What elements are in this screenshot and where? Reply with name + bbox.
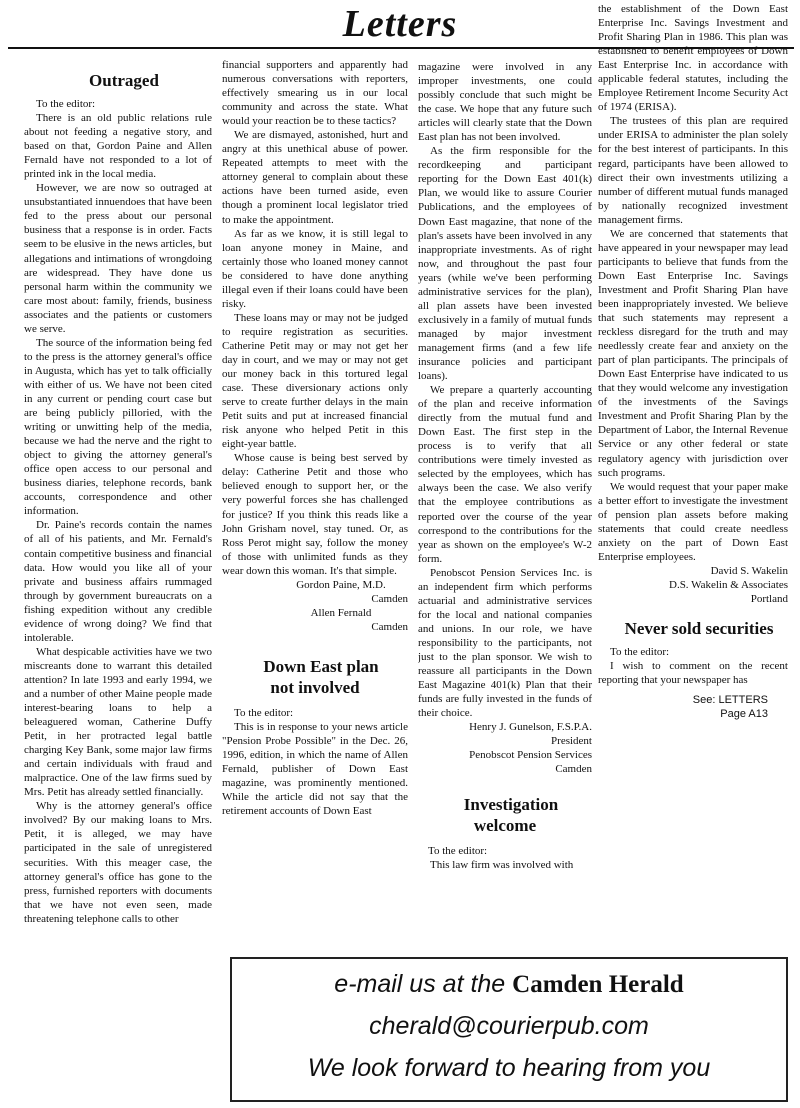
column-4 <box>598 0 788 1042</box>
signature-company: Penobscot Pension Services <box>469 749 592 762</box>
letter-paragraph: However, we are now so outraged at unsubstantiated innuendoes that have been fed to the press about our personal business that a response is in order. Facts seem to be elusive in the news articles, but allegations and intimations of wrongdoing are widespread. They have done us personal harm within the community we care most about: family, friends, business associates and the patients or customers we serve. <box>24 182 212 335</box>
signature-name: Gordon Paine, M.D. <box>296 578 386 591</box>
letter-paragraph: Dr. Paine's records contain the names of all of his patients, and Mr. Fernald's contain competitive business and financial data. How would you like all of your private and business affairs rummaged through by government bureaucrats on a fishing expedition without any credible evidence of wrong doing? We find that intolerable. <box>24 519 212 644</box>
continuation-label: See: LETTERS <box>692 694 768 707</box>
letter-paragraph: magazine were involved in any improper investments, one could possibly conclude that such might be the case. We hope that any future such articles will clearly state that the Down East plan has not been involved. <box>418 61 592 144</box>
signature-town: Camden <box>555 763 592 776</box>
letter-paragraph: As the firm responsible for the recordkeeping and participant reporting for the Down East 401(k) Plan, we would like to assure Courier Publications, and the employees of Down East magazine, that none of the plan's assets have been involved in any inappropriate investments. As of right now, and throughout the past four years (while we've been performing administrative services for the plan), all plan assets have been invested exclusively in a family of mutual funds managed by major investment management firms (and a few life insurance policies and participant loans). <box>418 145 592 383</box>
letter-salutation: To the editor: <box>610 646 670 659</box>
signature-name: Allen Fernald <box>310 606 372 619</box>
ad-prefix: e-mail us at the <box>334 970 506 998</box>
letter-paragraph: We prepare a quarterly accounting of the plan and receive information directly from the mutual fund and Down East. The first step in the process is to verify that all contributions were timely invested as selected by the employees, which has always been the case. We also verify that the employee contributions as reported over the course of the year correspond to the contributions for the year as shown on the employee's W-2 form. <box>418 384 592 565</box>
letter-headline-investigation: Investigation welcome <box>463 795 559 836</box>
letter-paragraph: We would request that your paper make a better effort to investigate the investment of pension plan assets before making statements that could create needless anxiety on the part of Down East Enterprise employees. <box>598 480 788 563</box>
column-3 <box>418 60 592 1100</box>
signature-company: D.S. Wakelin & Associates <box>669 578 788 591</box>
ad-line-1 <box>232 969 786 1000</box>
letter-paragraph: As far as we know, it is still legal to loan anyone money in Maine, and certainly those who loaned money cannot be considered to have done anything illegal even if their loans could have been risky. <box>222 227 408 310</box>
page-title: Letters <box>342 3 458 45</box>
letter-paragraph: This is in response to your news article "Pension Probe Possible" in the Dec. 26, 1996, edition, in which the name of Allen Fernald, publisher of Down East magazine, was prominently mentioned. While the article did not say that the retirement accounts of Down East <box>222 720 408 818</box>
letter-paragraph: Why is the attorney general's office involved? By our making loans to Mrs. Petit, it is alleged, we may have participated in the sale of unregistered securities. With this meager case, the attorney general's office has gone to the press, furnished reporters with documents that we have not even seen, made threatening telephone calls to other <box>24 800 212 925</box>
column-1 <box>24 58 212 1098</box>
signature-title: President <box>551 735 592 748</box>
letter-paragraph: Penobscot Pension Services Inc. is an independent firm which performs actuarial and administrative services for the local and national companies and unions. In our role, we have responsibility to the participants, not just to the plan sponsor. We wish to reassure all participants in the Down East Magazine 401(k) Plan that their funds are fully invested in the funds of their choice. <box>418 566 592 720</box>
ad-tagline: We look forward to hearing from you <box>307 1054 711 1082</box>
letter-salutation: To the editor: <box>428 845 488 858</box>
letter-paragraph: We are dismayed, astonished, hurt and angry at this unethical abuse of power. Repeated attempts to meet with the attorney general to complain about these actions have been turned aside, even though a prominent local legislator tried to make the appointment. <box>222 129 408 226</box>
continuation-page: Page A13 <box>720 708 768 721</box>
letter-paragraph: We are concerned that statements that have appeared in your newspaper may lead participants to believe that funds from the Down East Enterprise Inc. Savings Investment and Profit Sharing Plan have been inappropriately invested. We believe that such statements may represent a reckless disregard for the truth and may needlessly create fear and anxiety on the part of plan participants. The principals of Down East Enterprise have indicated to us that they would welcome any investigation of the investments of the Savings Investment and Profit Sharing Plan by the Department of Labor, the Internal Revenue Service or any other federal or state regulatory agency with jurisdiction over such programs. <box>598 227 788 479</box>
letter-paragraph: What despicable activities have we two miscreants done to warrant this detailed attention? In late 1993 and early 1994, we and a number of other Maine people made interest-bearing loans to help a beleaguered woman, Catherine Duffy Petit, in her protracted legal battle charging Key Bank, some major law firms and certain individuals with fraud and malpractice. One of the law firms sued by Mrs. Petit has already settled financially. <box>24 645 212 799</box>
signature-name: Henry J. Gunelson, F.S.P.A. <box>469 721 592 734</box>
letter-headline-down-east: Down East plan not involved <box>263 656 379 697</box>
letter-paragraph: the establishment of the Down East Enterprise Inc. Savings Investment and Profit Sharing Plan in 1986. This plan was established to benefit employees of Down East Enterprise Inc. in accordance with applicable federal statutes, including the Employee Retirement Income Security Act of 1974 (ERISA). <box>598 3 788 114</box>
letter-paragraph: This law firm was involved with <box>430 859 574 872</box>
letter-paragraph: There is an old public relations rule about not feeding a negative story, and based on that, Gordon Paine and Allen Fernald have not responded to a lot of printed ink in the local media. <box>24 112 212 181</box>
letter-paragraph: The trustees of this plan are required under ERISA to administer the plan solely for the best interest of participants. In this regard, participants have been allowed to direct their own investments utilizing a number of different mutual funds managed by nationally recognized investment management firms. <box>598 115 788 226</box>
ad-brand: Camden Herald <box>512 971 684 998</box>
letter-paragraph: I wish to comment on the recent reporting that your newspaper has <box>598 660 788 687</box>
signature-town: Camden <box>371 592 408 605</box>
letter-salutation: To the editor: <box>234 706 294 719</box>
letter-headline-never-sold: Never sold securities <box>624 619 774 639</box>
ad-email[interactable]: cherald@courierpub.com <box>369 1012 649 1040</box>
signature-name: David S. Wakelin <box>710 564 788 577</box>
column-2 <box>222 58 408 1098</box>
signature-town: Portland <box>750 592 788 605</box>
letter-headline-outraged: Outraged <box>89 71 159 90</box>
letter-paragraph: Whose cause is being best served by delay: Catherine Petit and those who believed enough to support her, or the very powerful forces she has challenged for justice? If you think this reads like a John Grisham novel, stay tuned. Or, as Ross Perot might say, follow the money of those with unlimited funds as they wear down this woman. It's that simple. <box>222 452 408 577</box>
letter-salutation: To the editor: <box>36 98 96 110</box>
letter-paragraph: financial supporters and apparently had numerous conversations with reporters, effectively smearing us in our local community and across the state. What would your reaction be to these tactics? <box>222 59 408 128</box>
letter-paragraph: The source of the information being fed to the press is the attorney general's office in Augusta, which has yet to talk officially with either of us. We have not been cited in any current or pending court case but are being publicly pilloried, with the writing or unwitting help of the media, because we had the nerve and the right to object to giving the attorney general's office open access to our personal and business diaries, telephone records, bank accounts, correspondence and other information. <box>24 336 212 518</box>
letter-paragraph: These loans may or may not be judged to require registration as securities. Catherine Petit may or may not get her day in court, and we may or may not get our money back in this tortured legal case. These diversionary actions only serve to create further delays in the main Petit suits and put at increased financial risk anyone who helped Petit in this eight-year battle. <box>222 311 408 451</box>
email-ad-box <box>230 957 788 1102</box>
signature-town: Camden <box>371 620 408 633</box>
